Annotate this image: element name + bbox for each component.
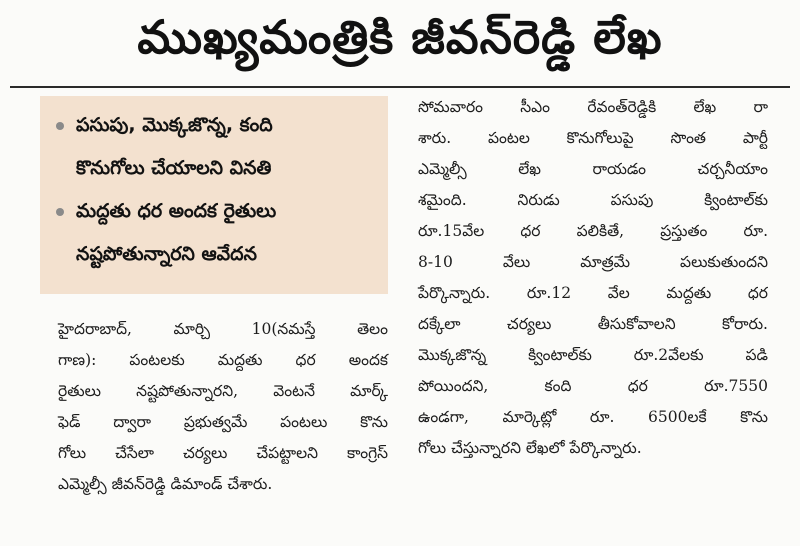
- article-line: దక్కేలా చర్యలు తీసుకోవాలని కోరారు.: [418, 315, 768, 333]
- article-line: శమైంది. నిరుడు పసుపు క్వింటాల్‌కు: [418, 191, 768, 209]
- highlight-text: [76, 190, 276, 276]
- article-line: ఫెడ్‌ ద్వారా ప్రభుత్వమే పంటలు కొను: [58, 413, 388, 431]
- article-line: సోమవారం సీఎం రేవంత్‌రెడ్డికి లేఖ రా: [418, 98, 768, 116]
- article-line: హైదరాబాద్‌, మార్చి 10(నమస్తే తెలం: [58, 320, 388, 338]
- highlight-item: [56, 190, 378, 276]
- headline-divider: [10, 86, 790, 88]
- highlight-line: పసుపు, మొక్కజొన్న, కంది: [76, 114, 273, 136]
- article-line: గోలు చేస్తున్నారని లేఖలో పేర్కొన్నారు.: [418, 439, 642, 457]
- article-line: పోయిందని, కంది ధర రూ.7550: [418, 377, 768, 395]
- article-line: పేర్కొన్నారు. రూ.12 వేల మద్దతు ధర: [418, 284, 768, 302]
- article-column-right: [418, 92, 768, 464]
- article-line: 8-10 వేలు మాత్రమే పలుకుతుందని: [418, 253, 768, 271]
- article-line: రైతులు నష్టపోతున్నారని, వెంటనే మార్క్‌: [58, 382, 388, 400]
- headline: ముఖ్యమంత్రికి జీవన్‌రెడ్డి లేఖ: [137, 10, 663, 64]
- article-line: ఉండగా, మార్కెట్లో రూ. 6500లకే కొను: [418, 408, 768, 426]
- highlight-line: నష్టపోతున్నారని ఆవేదన: [76, 243, 257, 265]
- highlight-item: [56, 104, 378, 190]
- article-line: శారు. పంటల కొనుగోలుపై సొంత పార్టీ: [418, 129, 768, 147]
- article-line: గాణ): పంటలకు మద్దతు ధర అందక: [58, 351, 388, 369]
- article-line: ఎమ్మెల్సీ జీవన్‌రెడ్డి డిమాండ్‌ చేశారు.: [58, 475, 273, 493]
- article-line: గోలు చేసేలా చర్యలు చేపట్టాలని కాంగ్రెస్‌: [58, 444, 388, 462]
- article-column-left: [58, 314, 388, 500]
- highlight-line: మద్దతు ధర అందక రైతులు: [76, 200, 277, 222]
- bullet-icon: [56, 122, 64, 130]
- article-line: మొక్కజొన్న క్వింటాల్‌కు రూ.2వేలకు పడి: [418, 346, 768, 364]
- highlight-box: [40, 96, 388, 294]
- highlight-text: [76, 104, 273, 190]
- highlight-line: కొనుగోలు చేయాలని వినతి: [76, 157, 272, 179]
- article-line: రూ.15వేల ధర పలికితే, ప్రస్తుతం రూ.: [418, 222, 768, 240]
- article-line: ఎమ్మెల్సీ లేఖ రాయడం చర్చనీయాం: [418, 160, 768, 178]
- bullet-icon: [56, 208, 64, 216]
